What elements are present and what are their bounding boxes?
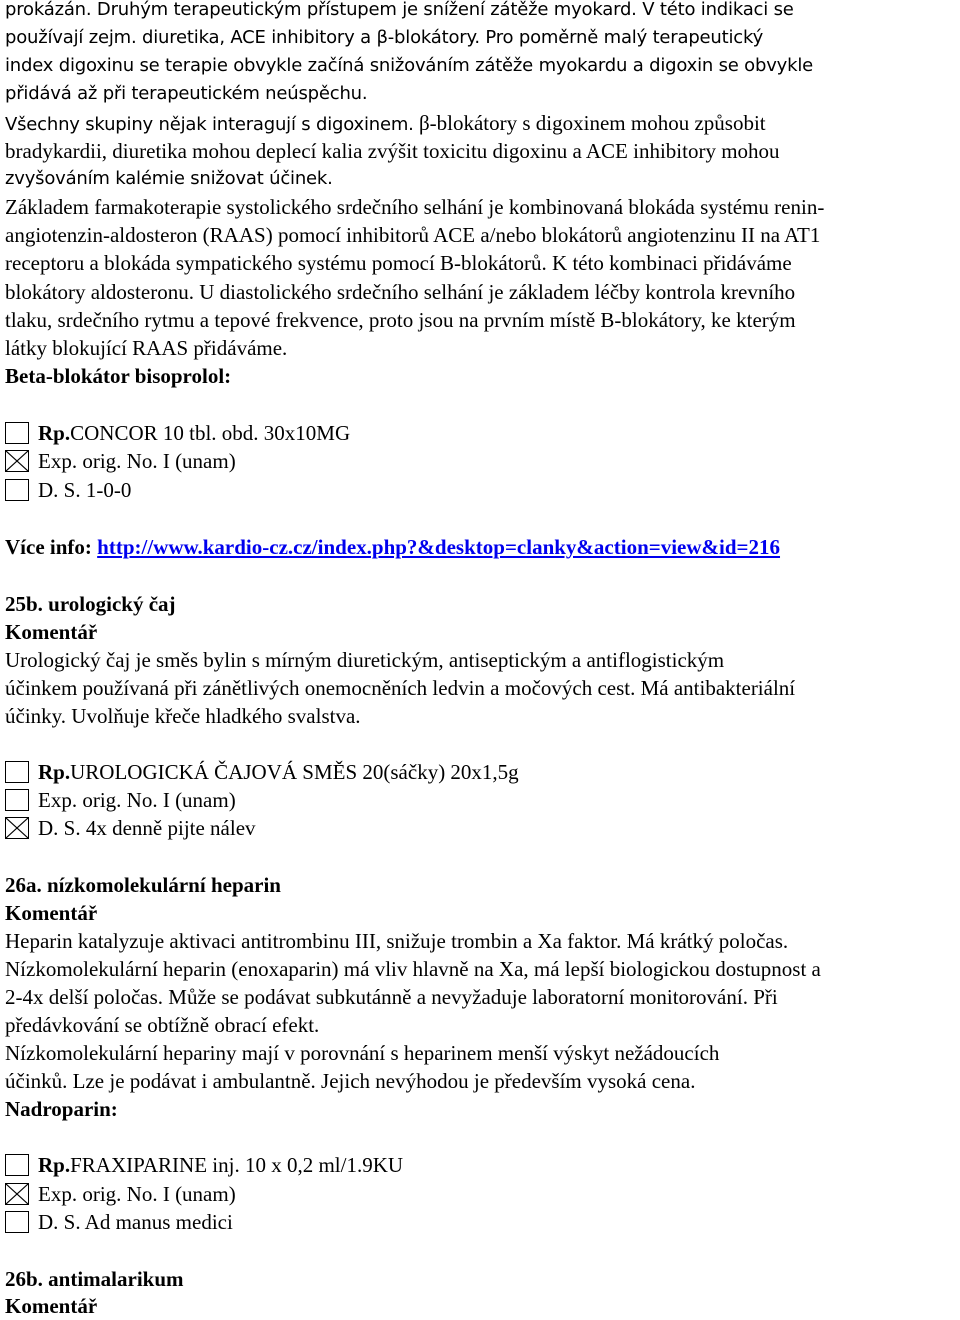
text-line: Základem farmakoterapie systolického srdečního selhání je kombinovaná blokáda systému renin- — [5, 195, 825, 219]
text-line: Nízkomolekulární heparin (enoxaparin) má vliv hlavně na Xa, má lepší biologickou dostupnost a — [5, 957, 821, 981]
section-heading: Beta-blokátor bisoprolol: — [5, 364, 232, 388]
rx-exp: Exp. orig. No. I (unam) — [38, 1181, 236, 1206]
prescription-row — [5, 447, 236, 475]
text-line: předávkování se obtížně obrací efekt. — [5, 1013, 320, 1037]
comment-heading: Komentář — [5, 1294, 98, 1318]
rx-text: UROLOGICKÁ ČAJOVÁ SMĚS 20(sáčky) 20x1,5g — [70, 759, 519, 784]
text-line: účinkem používaná při zánětlivých onemocněních ledvin a močových cest. Má antibakteriální — [5, 676, 796, 700]
checkbox-empty-icon[interactable] — [5, 1154, 29, 1176]
rx-label: Rp. — [38, 759, 71, 784]
checkbox-empty-icon[interactable] — [5, 479, 29, 501]
rx-text: FRAXIPARINE inj. 10 x 0,2 ml/1.9KU — [70, 1152, 404, 1177]
comment-heading: Komentář — [5, 620, 98, 644]
prescription-row — [5, 1151, 403, 1179]
rx-label: Rp. — [38, 420, 71, 445]
text-line: Nízkomolekulární hepariny mají v porovnání s heparinem menší výskyt nežádoucích — [5, 1041, 720, 1065]
prescription-row — [5, 814, 256, 842]
text-line: Urologický čaj je směs bylin s mírným diuretickým, antiseptickým a antiflogistickým — [5, 648, 725, 672]
text-fragment: β-blokátory s digoxinem mohou způsobit — [413, 111, 766, 135]
text-line: angiotenzin-aldosteron (RAAS) pomocí inhibitorů ACE a/nebo blokátorů angiotenzinu II na AT1 — [5, 223, 821, 247]
section-heading: 26b. antimalarikum — [5, 1267, 184, 1291]
text-fragment: Všechny skupiny nějak interagují s digoxinem. — [5, 114, 414, 135]
rx-text: CONCOR 10 tbl. obd. 30x10MG — [70, 420, 351, 445]
text-line: prokázán. Druhým terapeutickým přístupem je snížení zátěže myokard. V této indikaci se — [5, 0, 794, 20]
prescription-row — [5, 786, 236, 814]
text-line: zvyšováním kalémie snižovat účinek. — [5, 168, 333, 189]
section-heading: 25b. urologický čaj — [5, 592, 176, 616]
checkbox-checked-icon[interactable] — [5, 450, 29, 472]
more-info — [5, 533, 780, 561]
text-line: blokátory aldosteronu. U diastolického srdečního selhání je základem léčby kontrola krevního — [5, 280, 796, 304]
checkbox-empty-icon[interactable] — [5, 1211, 29, 1233]
text-line: tlaku, srdečního rytmu a tepové frekvence, proto jsou na prvním místě Β-blokátory, ke kterým — [5, 308, 796, 332]
checkbox-empty-icon[interactable] — [5, 761, 29, 783]
rx-label: Rp. — [38, 1152, 71, 1177]
text-line: receptoru a blokáda sympatického systému pomocí Β-blokátorů. K této kombinaci přidáváme — [5, 251, 792, 275]
rx-exp: Exp. orig. No. I (unam) — [38, 448, 236, 473]
checkbox-checked-icon[interactable] — [5, 1183, 29, 1205]
prescription-row — [5, 758, 519, 786]
text-line — [5, 109, 766, 139]
prescription-row — [5, 1180, 236, 1208]
text-line: Heparin katalyzuje aktivaci antitrombinu III, snižuje trombin a Xa faktor. Má krátký poločas. — [5, 929, 789, 953]
prescription-row — [5, 419, 350, 447]
checkbox-empty-icon[interactable] — [5, 422, 29, 444]
text-line: látky blokující RAAS přidáváme. — [5, 336, 288, 360]
checkbox-empty-icon[interactable] — [5, 789, 29, 811]
prescription-row — [5, 1208, 233, 1236]
more-info-link[interactable]: http://www.kardio-cz.cz/index.php?&desktop=clanky&action=view&id=216 — [97, 535, 781, 559]
text-line: bradykardii, diuretika mohou deplecí kalia zvýšit toxicitu digoxinu a ACE inhibitory mohou — [5, 139, 780, 163]
text-line: index digoxinu se terapie obvykle začíná snižováním zátěže myokardu a digoxin se obvykle — [5, 55, 814, 76]
text-line: přidává až při terapeutickém neúspěchu. — [5, 83, 368, 104]
checkbox-checked-icon[interactable] — [5, 817, 29, 839]
rx-ds: D. S. 1-0-0 — [38, 477, 132, 502]
text-line: používají zejm. diuretika, ACE inhibitory a β-blokátory. Pro poměrně malý terapeutický — [5, 27, 764, 48]
drug-heading: Nadroparin: — [5, 1097, 118, 1121]
rx-ds: D. S. 4x denně pijte nálev — [38, 815, 256, 840]
prescription-row — [5, 476, 131, 504]
text-line: účinků. Lze je podávat i ambulantně. Jejich nevýhodou je především vysoká cena. — [5, 1069, 696, 1093]
more-info-label: Více info: — [5, 535, 98, 559]
section-heading: 26a. nízkomolekulární heparin — [5, 873, 281, 897]
comment-heading: Komentář — [5, 901, 98, 925]
rx-ds: D. S. Ad manus medici — [38, 1209, 233, 1234]
text-line: účinky. Uvolňuje křeče hladkého svalstva. — [5, 704, 361, 728]
rx-exp: Exp. orig. No. I (unam) — [38, 787, 236, 812]
text-line: 2-4x delší poločas. Může se podávat subkutánně a nevyžaduje laboratorní monitorování. Při — [5, 985, 778, 1009]
